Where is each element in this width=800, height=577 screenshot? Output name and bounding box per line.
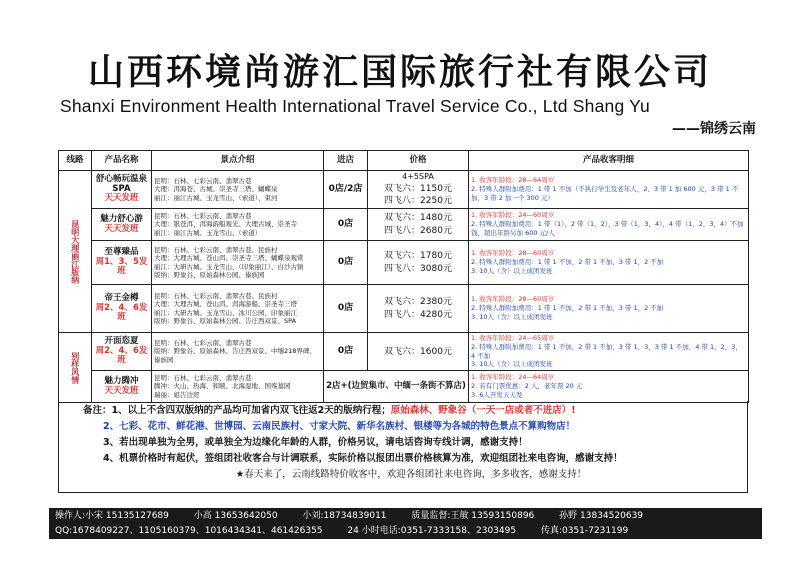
shop-cell: 0店 — [324, 241, 368, 285]
note-4: 4、机票价格时有起伏，签组团社收客合与计调联系，实际价格以报团出票价格核算为准，欢迎组团社来电咨询，感谢支持！ — [103, 453, 623, 464]
contact-item: 操作人:小宋 15135127689 — [55, 511, 169, 521]
product-schedule: 周2、4、6发班 — [95, 302, 148, 323]
product-schedule: 天天发班 — [104, 385, 139, 396]
price-line: 四飞八：2680元 — [384, 225, 452, 236]
product-schedule: 周1、3、5发班 — [95, 256, 148, 277]
footer-row-operators — [55, 509, 756, 524]
contact-item: 小刘:18734839011 — [302, 511, 387, 521]
policy-line: 1. 收客年龄段：24—64周岁 — [471, 373, 555, 382]
note-3: 3、若出现单独为全男，或单独全为边缘化年龄的人群，价格另议，请电话咨询专线计调，感谢支持！ — [103, 437, 528, 448]
spots-cell: 昆明：石林、七彩云南、翡翠古巷 大理：银苍洱、洱海游船观光、大理古城、崇圣寺 丽江：丽江古城、玉龙雪山、（索道） — [152, 209, 324, 241]
footer-row-phones — [55, 524, 756, 539]
policy-line: 3. 10人（含）以上成团发班 — [471, 266, 553, 275]
policy-line: 1. 收客年龄段：24—60周岁 — [471, 211, 555, 220]
price-package: 4+5SPA — [370, 172, 466, 183]
spots-cell: 昆明：石林、七彩云南、翡翠古巷 版纳：野象谷、原始森林、告庄西双景、中缅218界碑、傣族园 — [152, 333, 324, 371]
spots-cell: 昆明：石林、七彩云南、翡翠古巷 腾冲：火山、热海、和顺、北海湿地、国殇墓园 瑞丽：姐告边贸 — [152, 371, 324, 403]
price-line: 四飞八：2250元 — [384, 195, 452, 206]
note-1-highlight: 原始森林、野象谷（一天一店或者不进店）! — [390, 405, 576, 416]
table-header-row — [59, 151, 749, 171]
product-schedule: 天天发班 — [104, 193, 139, 204]
product-name: 魅力舒心游 — [100, 213, 143, 224]
product-schedule: 周2、4、6发班 — [95, 345, 148, 366]
product-name: 舒心畅玩温泉SPA — [95, 173, 147, 194]
table-row — [59, 333, 749, 371]
product-name: 魅力腾冲 — [104, 375, 139, 386]
policy-line: 1. 收客年龄段：24—65周岁 — [471, 334, 555, 343]
itinerary-table — [58, 150, 749, 403]
product-name: 开面恣夏 — [104, 335, 139, 346]
shop-cell: 0店/2店 — [324, 171, 368, 209]
col-header-price: 价格 — [368, 151, 469, 171]
contact-footer — [49, 508, 762, 539]
table-row — [59, 285, 749, 333]
shop-cell: 2店+(边贸集市、中缅一条街不算店) — [324, 371, 469, 403]
policy-line: 2. 特殊人群附加费用：1 带 1 不加，2 带 1 不加，3 带 1，3，3 带 1 不加，4 带 1，2，3，4 不加 — [471, 342, 742, 360]
policy-line: 3. 6人开发天天发 — [471, 391, 523, 400]
policy-line: 2. 特殊人群附加费用：1 带 1 不加，2 带 1 不加，3 带 1，2 不加 — [471, 304, 664, 313]
route-tagline: ——锦绣云南 — [672, 121, 756, 137]
policy-line: 1. 收客年龄段：28—64周岁 — [471, 176, 555, 185]
policy-line: 2. 若有门票优惠：2 人，老年票 20 元 — [471, 382, 583, 391]
table-row — [59, 171, 749, 209]
product-name: 至尊臻品 — [104, 246, 139, 257]
policy-line: 3. 10人（含）以上成团发班 — [471, 312, 553, 321]
contact-item: 传真:0351-7231199 — [540, 526, 629, 536]
policy-line: 1. 收客年龄段：28—60周岁 — [471, 295, 555, 304]
route-group-1: 昆明大理丽江版纳 — [59, 171, 92, 333]
spots-cell: 昆明：石林、七彩云南、翡翠古巷、民族村 大理：大理古城、苍山洱、洱海游船、崇圣寺三塔 丽江：大研古城、玉龙雪山、冰川公园、印象丽江 版纳：野象谷、原始森林公园、告庄西双景、SPA — [152, 285, 324, 333]
col-header-product: 产品名称 — [92, 151, 152, 171]
price-line: 四飞八：3080元 — [384, 263, 452, 274]
shop-cell: 0店 — [324, 285, 368, 333]
policy-line: 2. 特殊人群附加费用：1 带 1 不加，2 带 1 不加，3 带 1，2 不加 — [471, 258, 664, 267]
policy-line: 2. 特殊人群附加费用：1 带（1），2 带（1，2），3 带（1，3，4），4 带（1，2，3，4）不加钱，超出年龄另加 600 元/人 — [471, 220, 744, 237]
notes-section — [58, 401, 748, 493]
spots-cell: 昆明：石林、七彩云南、翡翠古巷、民族村 大理：大理古城、苍山洱、崇圣寺三塔、蝴蝶泉观赏 丽江：大研古城、玉龙雪山、（印象丽江）、白沙古镇 版纳：野象谷、原始森林公园、傣族园 — [152, 241, 324, 285]
col-header-shop: 进店 — [324, 151, 368, 171]
table-row — [59, 371, 749, 403]
shop-cell: 0店 — [324, 209, 368, 241]
note-1: 备注：1、以上不含四双版纳的产品均可加省内双飞往返2天的版纳行程；原始森林、野象谷（一天一店或者不进店）! — [83, 405, 576, 416]
price-line: 双飞六：1480元 — [384, 213, 452, 224]
policy-line: 2. 特殊人群附加费用：1 带 1 不加（不执行学生及老年人，2、3 带 1 加 600 元，3 带 1 不加，3 带 2 加一个 300 元） — [471, 185, 739, 202]
col-header-policy: 产品收客明细 — [469, 151, 749, 171]
contact-item: 24 小时电话:0351-7333158、2303495 — [347, 526, 517, 536]
shop-cell: 0店 — [324, 333, 368, 371]
product-schedule: 天天发班 — [104, 223, 139, 234]
price-line: 双飞六：1150元 — [384, 183, 452, 194]
company-english-name: Shanxi Environment Health International Travel Service Co., Ltd Shang Yu — [60, 96, 650, 116]
contact-item: QQ:1678409227、1105160379、1016434341、461426355 — [55, 526, 323, 536]
spots-cell: 昆明：石林、七彩云南、翡翠古巷 大理：洱海苍、古城、崇圣寺三塔、蝴蝶泉 丽江：丽江古城、玉龙雪山、（索道）、束河 — [152, 171, 324, 209]
col-header-spots: 景点介绍 — [152, 151, 324, 171]
product-name: 帝王金樽 — [104, 292, 139, 303]
contact-item: 质量监督:王敏 13593150896 — [411, 511, 535, 521]
policy-line: 1. 收客年龄段：28—60周岁 — [471, 249, 555, 258]
contact-item: 小高 13653642050 — [193, 511, 278, 521]
route-group-2: 别样风情 — [59, 333, 92, 403]
price-line: 双飞六：1600元 — [384, 346, 452, 357]
table-row — [59, 209, 749, 241]
note-2: 2、七彩、花市、鲜花港、世博园、云南民族村、寸家大院、新华名族村、银楼等为各城的特色景点不算购物店！ — [103, 421, 576, 432]
company-title: 山西环境尚游汇国际旅行社有限公司 — [87, 51, 712, 93]
policy-line: 3. 10人（含）以上成团发班 — [471, 360, 553, 369]
col-header-route: 线路 — [59, 151, 92, 171]
note-slogan: ★春天来了，云南线路特价收客中，欢迎各组团社来电咨询，多多收客，感谢支持！ — [235, 469, 587, 480]
price-line: 四飞八：4280元 — [384, 309, 452, 320]
price-line: 双飞六：2380元 — [384, 297, 452, 308]
table-row — [59, 241, 749, 285]
price-line: 双飞六：1780元 — [384, 251, 452, 262]
contact-item: 孙野 13834520639 — [559, 511, 644, 521]
